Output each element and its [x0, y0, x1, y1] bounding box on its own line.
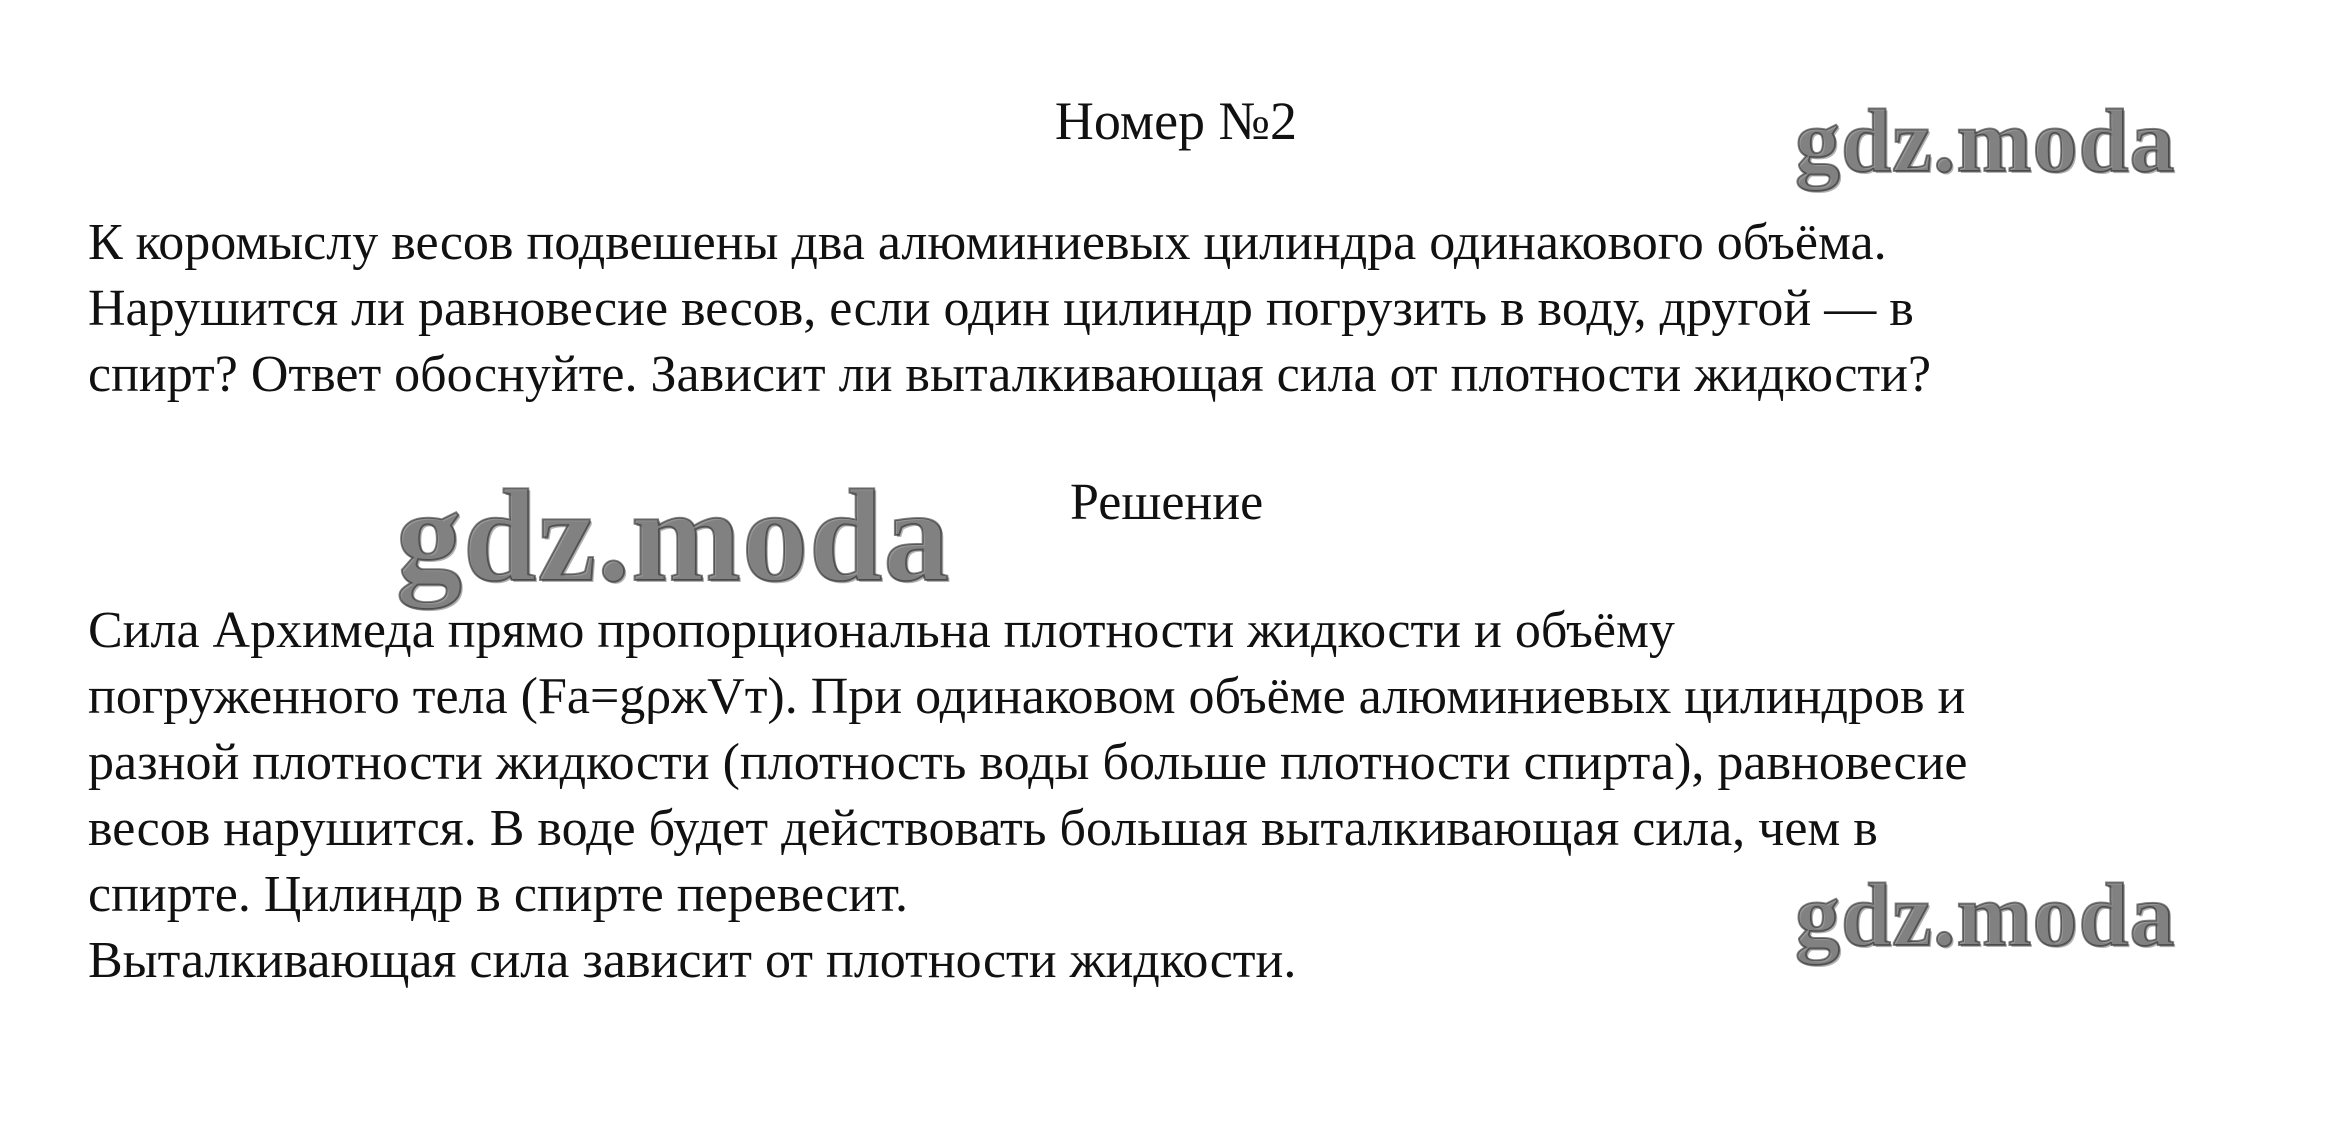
watermark-logo-bottom: gdz.moda	[1795, 866, 2176, 965]
problem-text	[88, 210, 2308, 408]
solution-line: спирте. Цилиндр в спирте перевесит.	[88, 866, 909, 923]
solution-line: Сила Архимеда прямо пропорциональна плотности жидкости и объёму	[88, 602, 1675, 659]
solution-line: весов нарушится. В воде будет действовать большая выталкивающая сила, чем в	[88, 800, 1878, 857]
solution-line: Выталкивающая сила зависит от плотности жидкости.	[88, 932, 1297, 989]
page-title: Номер №2	[1054, 91, 1298, 151]
solution-line: разной плотности жидкости (плотность воды больше плотности спирта), равновесие	[88, 734, 1968, 791]
watermark-logo-middle: gdz.moda	[396, 462, 951, 609]
problem-line: К коромыслу весов подвешены два алюминиевых цилиндра одинакового объёма.	[88, 214, 1887, 271]
solution-line: погруженного тела (Fa=gρжVт). При одинаковом объёме алюминиевых цилиндров и	[88, 668, 1966, 725]
solution-heading: Решение	[1070, 474, 1264, 531]
watermark-logo-top: gdz.moda	[1795, 92, 2176, 191]
problem-line: спирт? Ответ обоснуйте. Зависит ли выталкивающая сила от плотности жидкости?	[88, 346, 1932, 403]
problem-line: Нарушится ли равновесие весов, если один цилиндр погрузить в воду, другой — в	[88, 280, 1914, 337]
